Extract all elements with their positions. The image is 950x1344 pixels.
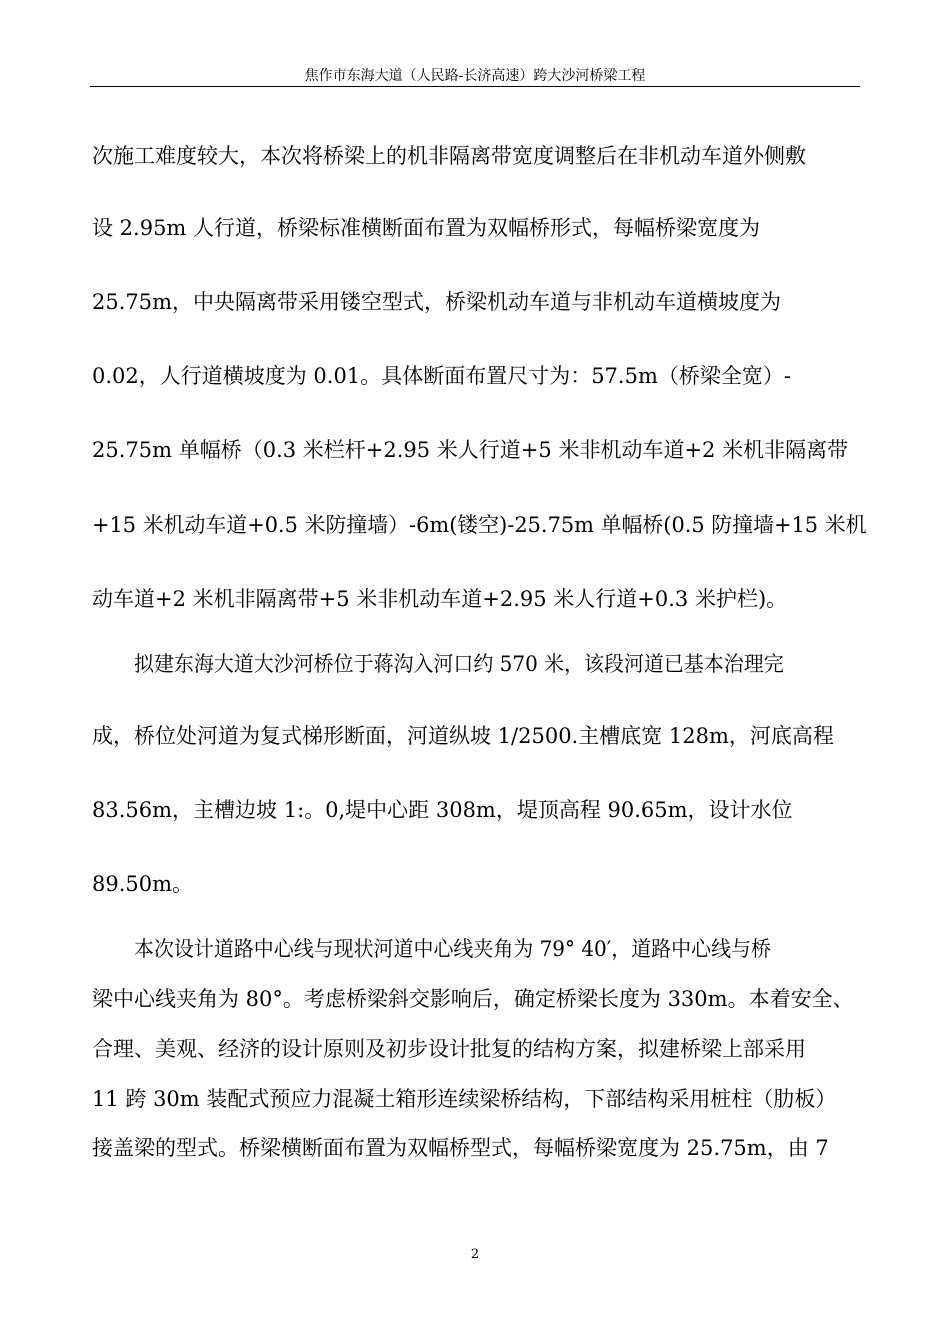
paragraph-3-line-1: 本次设计道路中心线与现状河道中心线夹角为 79° 40′，道路中心线与桥 (134, 937, 771, 961)
paragraph-2-line-2: 成，桥位处河道为复式梯形断面，河道纵坡 1/2500.主槽底宽 128m，河底高程 (92, 724, 834, 748)
paragraph-1-line-6: +15 米机动车道+0.5 米防撞墙）-6m(镂空)-25.75m 单幅桥(0.5 防撞墙+15 米机 (92, 513, 867, 537)
paragraph-3-line-3: 合理、美观、经济的设计原则及初步设计批复的结构方案，拟建桥梁上部采用 (92, 1037, 806, 1061)
paragraph-1-line-1: 次施工难度较大，本次将桥梁上的机非隔离带宽度调整后在非机动车道外侧敷 (92, 144, 806, 168)
paragraph-2-line-1: 拟建东海大道大沙河桥位于蒋沟入河口约 570 米，该段河道已基本治理完 (134, 652, 784, 676)
paragraph-3-line-4: 11 跨 30m 装配式预应力混凝土箱形连续梁桥结构，下部结构采用桩柱（肋板） (92, 1087, 837, 1111)
header-rule (90, 86, 860, 87)
page-number: 2 (470, 1247, 480, 1262)
paragraph-1-line-7: 动车道+2 米机非隔离带+5 米非机动车道+2.95 米人行道+0.3 米护栏)。 (92, 587, 788, 611)
paragraph-2-line-3: 83.56m，主槽边坡 1:。0,堤中心距 308m，堤顶高程 90.65m，设计水位 (92, 798, 793, 822)
paragraph-1-line-4: 0.02，人行道横坡度为 0.01。具体断面布置尺寸为：57.5m（桥梁全宽）- (92, 364, 791, 388)
paragraph-1-line-2: 设 2.95m 人行道，桥梁标准横断面布置为双幅桥形式，每幅桥梁宽度为 (92, 216, 761, 240)
page-header: 焦作市东海大道（人民路-长济高速）跨大沙河桥梁工程 (304, 68, 646, 84)
paragraph-1-line-5: 25.75m 单幅桥（0.3 米栏杆+2.95 米人行道+5 米非机动车道+2 米机非隔离带 (92, 438, 849, 462)
paragraph-1-line-3: 25.75m，中央隔离带采用镂空型式，桥梁机动车道与非机动车道横坡度为 (92, 290, 782, 314)
paragraph-3-line-5: 接盖梁的型式。桥梁横断面布置为双幅桥型式，每幅桥梁宽度为 25.75m，由 7 (92, 1136, 829, 1160)
paragraph-2-line-4: 89.50m。 (92, 872, 194, 896)
paragraph-3-line-2: 梁中心线夹角为 80°。考虑桥梁斜交影响后，确定桥梁长度为 330m。本着安全、 (92, 987, 854, 1011)
